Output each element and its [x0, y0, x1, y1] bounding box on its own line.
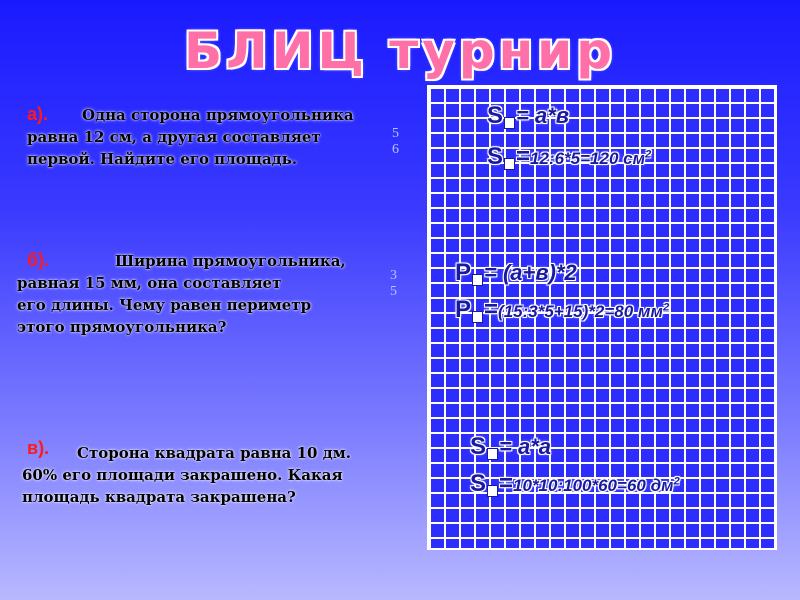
task-a-line3: первой. Найдите его площадь.	[27, 150, 298, 168]
missing-glyph-box	[472, 311, 483, 323]
answer-c-unit-sup: 2	[673, 475, 680, 488]
answer-a-calculation: S =12:6*5=120 $см^2$	[487, 143, 652, 170]
task-b-frac-den: 5	[390, 284, 397, 299]
task-a-line1: Одна сторона прямоугольника	[82, 106, 354, 124]
answer-b-expression: = (а+в)*2	[484, 260, 577, 285]
answer-b-formula	[455, 259, 577, 287]
answer-a-expression: = а*в	[516, 103, 570, 128]
answer-b-unit-sup: 2	[663, 301, 670, 314]
missing-glyph-box	[504, 117, 515, 129]
task-a-fraction	[392, 126, 399, 158]
answer-c-expression: = а*а	[499, 434, 552, 459]
task-b-line2: равная 15 мм, она составляет	[17, 274, 282, 292]
answer-b-calc: (15:3*5+15)*2=80 мм	[498, 302, 664, 321]
task-b-text	[17, 250, 381, 338]
task-a-text	[27, 104, 385, 170]
answer-a-calc: 12:6*5=120 см	[530, 149, 646, 168]
answer-a-symbol-2: S	[487, 143, 504, 170]
task-a-line2: равна 12 см, а другая составляет	[27, 128, 321, 146]
answer-a-symbol: S	[487, 102, 504, 129]
task-c-line3: площадь квадрата закрашена?	[22, 488, 296, 506]
answer-a-formula	[487, 102, 569, 130]
answer-c-calculation: S =10*10:100*60=60 $дм^2$	[470, 470, 680, 497]
task-c-line2: 60% его площади закрашено. Какая	[22, 466, 343, 484]
task-a-frac-den: 6	[392, 142, 399, 157]
answer-b-symbol-2: Р	[455, 296, 472, 323]
answer-c-symbol: S	[470, 433, 487, 460]
task-c-text	[22, 442, 384, 508]
slide-title: БЛИЦ турнир	[183, 22, 616, 80]
answer-c-formula	[470, 433, 551, 461]
missing-glyph-box	[472, 274, 483, 286]
task-b-line4: этого прямоугольника?	[17, 318, 227, 336]
task-c-letter: в).	[27, 438, 50, 458]
answer-b-calculation: Р =(15:3*5+15)*2=80 $мм^2$	[455, 296, 670, 323]
missing-glyph-box	[504, 158, 515, 170]
answer-c-calc: 10*10:100*60=60 дм	[513, 476, 674, 495]
task-a-frac-num: 5	[392, 126, 399, 141]
task-b-letter: б).	[27, 250, 50, 270]
task-b-frac-num: 3	[390, 268, 397, 283]
answer-a-unit-sup: 2	[645, 148, 652, 161]
answer-b-symbol: Р	[455, 259, 472, 286]
missing-glyph-box	[487, 485, 498, 497]
answer-c-symbol-2: S	[470, 470, 487, 497]
task-b-fraction	[390, 268, 397, 300]
task-c-line1: Сторона квадрата равна 10 дм.	[77, 444, 351, 462]
task-b-line1: Ширина прямоугольника,	[115, 252, 346, 270]
missing-glyph-box	[487, 448, 498, 460]
task-a-letter: а).	[27, 104, 49, 124]
task-b-line3: его длины. Чему равен периметр	[17, 296, 312, 314]
